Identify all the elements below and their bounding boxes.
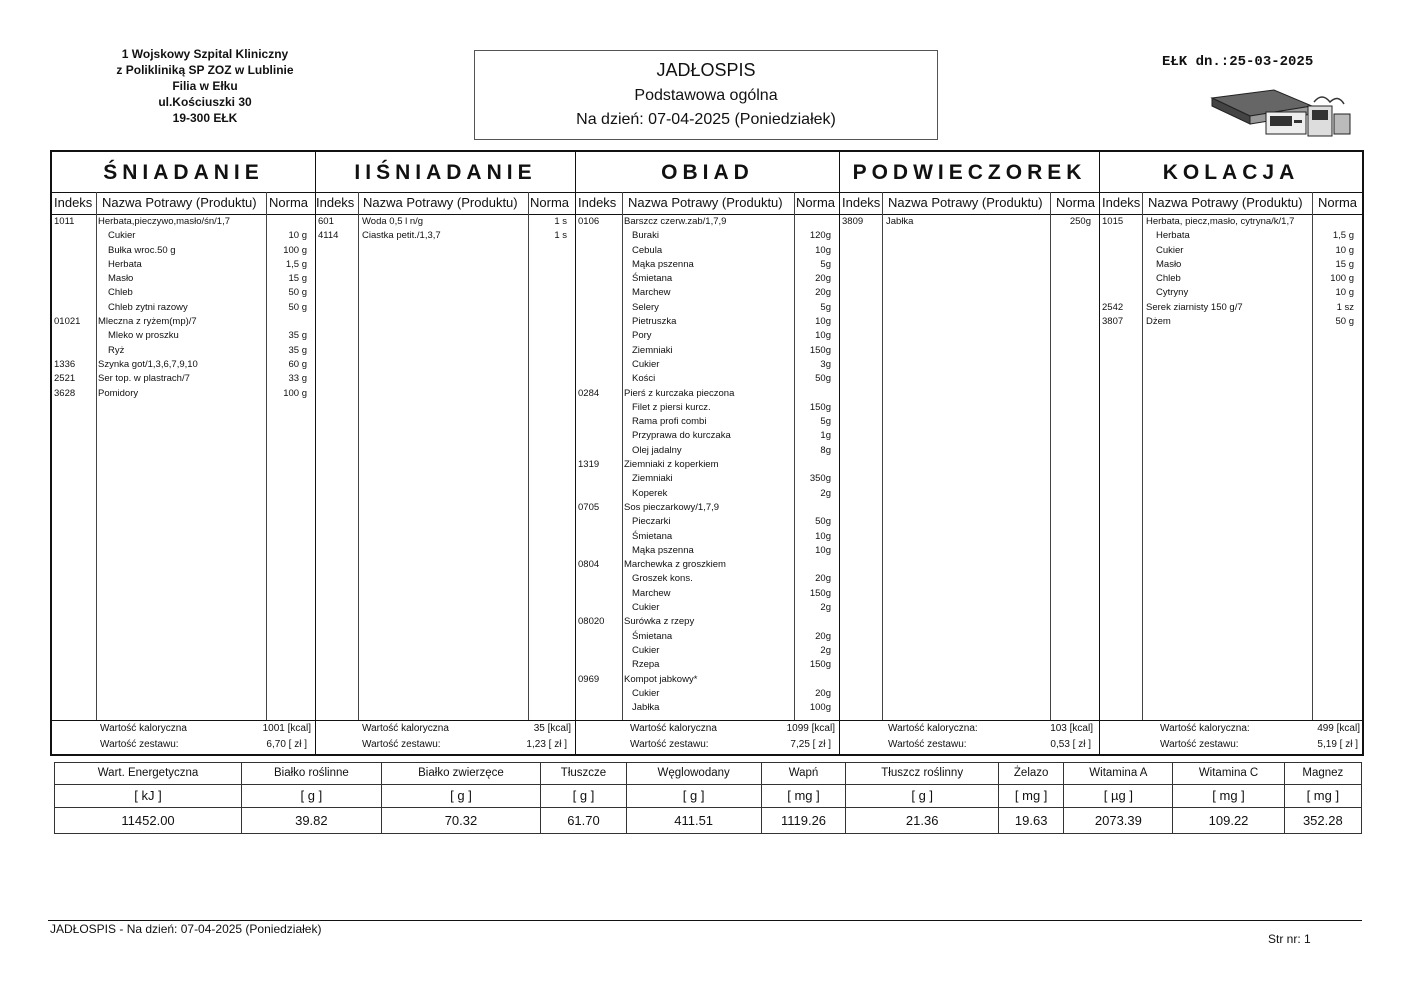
- item-name: Cukier: [632, 602, 660, 614]
- menu-item-row: [1100, 216, 1362, 230]
- item-name: Rama profi combi: [632, 416, 707, 428]
- header-index: Indeks: [1102, 195, 1141, 210]
- menu-item-row: [1100, 259, 1362, 273]
- menu-item-row: [52, 230, 315, 244]
- menu-item-row: [52, 245, 315, 259]
- item-norm: 10 g: [1335, 287, 1354, 299]
- meal-title: PODWIECZOREK: [840, 152, 1099, 193]
- menu-item-row: [576, 688, 839, 702]
- price-label: Wartość zestawu:: [1160, 739, 1239, 750]
- item-name: Marchew: [632, 287, 671, 299]
- calories-value: 1099 [kcal]: [786, 723, 835, 734]
- item-name: Surówka z rzepy: [624, 616, 695, 628]
- menu-item-row: [576, 659, 839, 673]
- item-name: Herbata: [1156, 230, 1190, 242]
- menu-item-row: [576, 588, 839, 602]
- item-name: Ziemniaki z koperkiem: [624, 459, 719, 471]
- item-name: Herbata: [108, 258, 142, 270]
- institution-line: 1 Wojskowy Szpital Kliniczny: [121, 47, 289, 61]
- menu-date: Na dzień: 07-04-2025 (Poniedziałek): [576, 111, 836, 128]
- menu-item-row: [576, 616, 839, 630]
- item-norm: 10g: [815, 330, 831, 342]
- menu-item-row: [576, 287, 839, 301]
- item-name: Ziemniaki: [632, 344, 673, 356]
- item-name: Koperek: [632, 487, 668, 499]
- menu-item-row: [52, 316, 315, 330]
- menu-item-row: [52, 273, 315, 287]
- issue-date: EŁK dn.:25-03-2025: [1162, 54, 1314, 70]
- header-norm: Norma: [1056, 195, 1096, 210]
- menu-item-row: [576, 645, 839, 659]
- institution-line: z Polikliniką SP ZOZ w Lublinie: [116, 63, 294, 77]
- meal-column-second-breakfast: [316, 152, 576, 754]
- nutrition-value: 411.51: [626, 808, 761, 834]
- price-value: 6,70 [ zł ]: [266, 739, 307, 750]
- item-name: Pierś z kurczaka pieczona: [624, 387, 735, 399]
- nutrition-header: Tłuszcze: [541, 763, 626, 785]
- nutrition-value: 21.36: [846, 808, 999, 834]
- item-name: Przyprawa do kurczaka: [632, 430, 731, 442]
- item-norm: 15 g: [1335, 258, 1354, 270]
- item-index: 2542: [1102, 301, 1124, 313]
- item-norm: 5g: [820, 258, 831, 270]
- meal-items: [52, 216, 315, 402]
- menu-item-row: [576, 545, 839, 559]
- nutrition-unit: [ mg ]: [998, 784, 1063, 808]
- meal-title: KOLACJA: [1100, 152, 1362, 193]
- item-index: 1011: [54, 216, 75, 227]
- menu-item-row: [576, 330, 839, 344]
- nutrition-unit: [ mg ]: [1173, 784, 1284, 808]
- item-name: Serek ziarnisty 150 g/7: [1146, 301, 1243, 313]
- header-norm: Norma: [1318, 195, 1358, 210]
- item-norm: 350g: [809, 473, 831, 485]
- meal-summary: [52, 720, 315, 755]
- item-name: Cukier: [1156, 244, 1184, 256]
- item-name: Chleb: [1156, 273, 1181, 285]
- menu-item-row: [576, 631, 839, 645]
- header-norm: Norma: [530, 195, 570, 210]
- item-norm: 8g: [820, 444, 831, 456]
- title-box: [474, 50, 938, 140]
- item-index: 0969: [578, 673, 600, 685]
- item-name: Śmietana: [632, 273, 673, 285]
- item-norm: 100 g: [283, 244, 307, 256]
- item-norm: 20g: [815, 287, 831, 299]
- price-label: Wartość zestawu:: [630, 739, 709, 750]
- item-name: Cukier: [632, 687, 660, 699]
- menu-item-row: [576, 573, 839, 587]
- item-norm: 1,5 g: [285, 258, 307, 270]
- menu-item-row: [576, 316, 839, 330]
- item-norm: 10g: [815, 530, 831, 542]
- item-name: Chleb: [108, 287, 133, 299]
- item-name: Groszek kons.: [632, 573, 693, 585]
- item-index: 0284: [578, 387, 600, 399]
- menu-item-row: [52, 330, 315, 344]
- item-norm: 100 g: [283, 387, 307, 399]
- item-name: Woda 0,5 l n/g: [362, 216, 424, 227]
- header-index: Indeks: [316, 195, 355, 210]
- meal-column-afternoon-snack: [840, 152, 1100, 754]
- menu-item-row: [576, 373, 839, 387]
- menu-item-row: [1100, 230, 1362, 244]
- price-label: Wartość zestawu:: [362, 739, 441, 750]
- menu-item-row: [576, 459, 839, 473]
- item-norm: 10g: [815, 316, 831, 328]
- item-norm: 2g: [820, 602, 831, 614]
- item-name: Filet z piersi kurcz.: [632, 401, 711, 413]
- item-name: Masło: [1156, 258, 1182, 270]
- item-name: Cebula: [632, 244, 663, 256]
- nutrition-value: 352.28: [1284, 808, 1361, 834]
- calories-value: 103 [kcal]: [1050, 723, 1093, 734]
- nutrition-header: Wart. Energetyczna: [55, 763, 242, 785]
- column-header-row: [576, 192, 839, 215]
- meal-column-lunch: [576, 152, 840, 754]
- item-norm: 2g: [820, 487, 831, 499]
- nutrition-header: Węglowodany: [626, 763, 761, 785]
- menu-table: [50, 150, 1364, 756]
- meal-column-supper: [1100, 152, 1362, 754]
- item-index: 3628: [54, 387, 76, 399]
- calories-label: Wartość kaloryczna:: [1160, 723, 1250, 734]
- calories-value: 35 [kcal]: [533, 723, 571, 734]
- meal-items: [840, 216, 1099, 230]
- menu-item-row: [1100, 316, 1362, 330]
- item-name: Śmietana: [632, 530, 673, 542]
- calories-value: 1001 [kcal]: [262, 723, 311, 734]
- nutrition-header: Białko roślinne: [242, 763, 382, 785]
- meal-title: IIŚNIADANIE: [316, 152, 575, 193]
- nutrition-unit: [ mg ]: [761, 784, 846, 808]
- item-name: Rzepa: [632, 659, 660, 671]
- item-norm: 120g: [809, 230, 831, 242]
- meal-summary: [576, 720, 839, 755]
- item-name: Cukier: [632, 644, 660, 656]
- menu-item-row: [52, 216, 315, 230]
- institution-line: ul.Kościuszki 30: [158, 95, 252, 109]
- menu-item-row: [52, 373, 315, 387]
- menu-item-row: [576, 230, 839, 244]
- menu-item-row: [576, 702, 839, 716]
- calories-label: Wartość kaloryczna:: [888, 723, 978, 734]
- header-name: Nazwa Potrawy (Produktu): [888, 195, 1043, 210]
- item-norm: 20g: [815, 573, 831, 585]
- nutrition-value: 1119.26: [761, 808, 846, 834]
- nutrition-unit: [ g ]: [846, 784, 999, 808]
- menu-item-row: [576, 516, 839, 530]
- nutrition-header: Witamina C: [1173, 763, 1284, 785]
- item-norm: 50g: [815, 516, 831, 528]
- item-norm: 10g: [815, 244, 831, 256]
- item-name: Cukier: [632, 358, 660, 370]
- item-index: 1336: [54, 358, 76, 370]
- calories-label: Wartość kaloryczna: [100, 723, 187, 734]
- item-index: 0705: [578, 501, 600, 513]
- footer-divider: [48, 920, 1362, 921]
- item-index: 0804: [578, 559, 600, 571]
- item-index: 3807: [1102, 316, 1124, 328]
- item-index: 0106: [578, 216, 600, 227]
- menu-item-row: [316, 216, 575, 230]
- item-name: Jabłka: [886, 216, 914, 227]
- item-norm: 250g: [1069, 216, 1091, 227]
- item-name: Pomidory: [98, 387, 139, 399]
- nutrition-value: 109.22: [1173, 808, 1284, 834]
- header-norm: Norma: [796, 195, 836, 210]
- item-name: Jabłka: [632, 702, 660, 714]
- price-value: 7,25 [ zł ]: [790, 739, 831, 750]
- item-norm: 2g: [820, 644, 831, 656]
- item-norm: 5g: [820, 301, 831, 313]
- nutrition-value: 11452.00: [55, 808, 242, 834]
- item-name: Herbata,pieczywo,masło/śn/1,7: [98, 216, 231, 227]
- item-index: 601: [318, 216, 334, 227]
- item-index: 4114: [318, 230, 339, 242]
- meal-summary: [316, 720, 575, 755]
- menu-item-row: [576, 402, 839, 416]
- item-name: Pieczarki: [632, 516, 671, 528]
- nutrition-header: Witamina A: [1064, 763, 1173, 785]
- menu-item-row: [576, 416, 839, 430]
- institution-block: [60, 46, 350, 126]
- item-name: Sos pieczarkowy/1,7,9: [624, 501, 720, 513]
- item-name: Dżem: [1146, 316, 1171, 328]
- meal-summary: [1100, 720, 1362, 755]
- nutrition-value-row: [55, 808, 1362, 834]
- item-norm: 1,5 g: [1332, 230, 1354, 242]
- item-name: Mleczna z ryżem(mp)/7: [98, 316, 197, 328]
- price-value: 1,23 [ zł ]: [526, 739, 567, 750]
- item-name: Marchewka z groszkiem: [624, 559, 726, 571]
- nutrition-unit: [ g ]: [541, 784, 626, 808]
- menu-item-row: [1100, 273, 1362, 287]
- item-name: Ryż: [108, 344, 125, 356]
- item-index: 08020: [578, 616, 605, 628]
- nutrition-header: Magnez: [1284, 763, 1361, 785]
- item-name: Marchew: [632, 587, 671, 599]
- menu-item-row: [840, 216, 1099, 230]
- item-norm: 35 g: [288, 330, 307, 342]
- footer-title: JADŁOSPIS - Na dzień: 07-04-2025 (Poniedziałek): [50, 922, 322, 936]
- menu-item-row: [52, 287, 315, 301]
- item-norm: 5g: [820, 416, 831, 428]
- item-name: Pory: [632, 330, 652, 342]
- item-norm: 100g: [809, 702, 831, 714]
- nutrition-table: [54, 762, 1362, 834]
- item-name: Ser top. w plastrach/7: [98, 373, 190, 385]
- menu-item-row: [316, 230, 575, 244]
- item-name: Szynka got/1,3,6,7,9,10: [98, 358, 198, 370]
- institution-line: Filia w Ełku: [172, 79, 238, 93]
- header-norm: Norma: [269, 195, 309, 210]
- page-title: JADŁOSPIS: [656, 60, 756, 80]
- price-value: 0,53 [ zł ]: [1050, 739, 1091, 750]
- menu-item-row: [1100, 302, 1362, 316]
- menu-item-row: [576, 559, 839, 573]
- item-index: 1319: [578, 459, 600, 471]
- item-index: 1015: [1102, 216, 1124, 227]
- item-name: Mąka pszenna: [632, 544, 694, 556]
- column-header-row: [52, 192, 315, 215]
- nutrition-value: 2073.39: [1064, 808, 1173, 834]
- item-name: Bułka wroc.50 g: [108, 244, 176, 256]
- item-name: Selery: [632, 301, 659, 313]
- menu-item-row: [52, 302, 315, 316]
- meal-column-breakfast: [52, 152, 316, 754]
- menu-item-row: [576, 259, 839, 273]
- book-computer-logo-icon: [1204, 84, 1354, 140]
- item-name: Ziemniaki: [632, 473, 673, 485]
- meal-items: [576, 216, 839, 716]
- header-name: Nazwa Potrawy (Produktu): [363, 195, 518, 210]
- item-name: Olej jadalny: [632, 444, 682, 456]
- header-index: Indeks: [54, 195, 93, 210]
- menu-item-row: [52, 345, 315, 359]
- item-index: 2521: [54, 373, 76, 385]
- header-index: Indeks: [578, 195, 617, 210]
- item-name: Masło: [108, 273, 134, 285]
- item-norm: 150g: [809, 659, 831, 671]
- calories-label: Wartość kaloryczna: [362, 723, 449, 734]
- item-index: 01021: [54, 316, 81, 328]
- nutrition-unit: [ g ]: [626, 784, 761, 808]
- menu-item-row: [576, 388, 839, 402]
- column-header-row: [1100, 192, 1362, 215]
- item-name: Kości: [632, 373, 656, 385]
- menu-item-row: [576, 216, 839, 230]
- meal-items: [1100, 216, 1362, 330]
- item-norm: 10 g: [288, 230, 307, 242]
- menu-item-row: [576, 473, 839, 487]
- menu-item-row: [576, 531, 839, 545]
- page-number: Str nr: 1: [1268, 932, 1311, 946]
- item-norm: 10 g: [1335, 244, 1354, 256]
- item-name: Ciastka petit./1,3,7: [362, 230, 441, 242]
- item-norm: 15 g: [288, 273, 307, 285]
- meal-summary: [840, 720, 1099, 755]
- item-name: Buraki: [632, 230, 659, 242]
- header-name: Nazwa Potrawy (Produktu): [102, 195, 257, 210]
- menu-item-row: [576, 502, 839, 516]
- nutrition-header-row: [55, 763, 1362, 785]
- menu-item-row: [1100, 245, 1362, 259]
- nutrition-value: 70.32: [381, 808, 541, 834]
- item-norm: 150g: [809, 587, 831, 599]
- nutrition-unit: [ g ]: [242, 784, 382, 808]
- menu-item-row: [576, 445, 839, 459]
- nutrition-value: 19.63: [998, 808, 1063, 834]
- header-name: Nazwa Potrawy (Produktu): [628, 195, 783, 210]
- menu-item-row: [576, 359, 839, 373]
- item-norm: 33 g: [288, 373, 307, 385]
- item-norm: 1 sz: [1336, 301, 1354, 313]
- menu-item-row: [576, 602, 839, 616]
- item-name: Mleko w proszku: [108, 330, 179, 342]
- nutrition-unit: [ mg ]: [1284, 784, 1361, 808]
- item-norm: 35 g: [288, 344, 307, 356]
- menu-item-row: [52, 359, 315, 373]
- column-header-row: [316, 192, 575, 215]
- item-norm: 1g: [820, 430, 831, 442]
- nutrition-header: Wapń: [761, 763, 846, 785]
- item-norm: 20g: [815, 630, 831, 642]
- menu-item-row: [576, 302, 839, 316]
- price-value: 5,19 [ zł ]: [1317, 739, 1358, 750]
- nutrition-unit: [ g ]: [381, 784, 541, 808]
- item-norm: 1 s: [554, 216, 567, 227]
- calories-label: Wartość kaloryczna: [630, 723, 717, 734]
- item-norm: 150g: [809, 344, 831, 356]
- item-norm: 60 g: [288, 358, 307, 370]
- item-norm: 50 g: [288, 287, 307, 299]
- diet-name: Podstawowa ogólna: [634, 87, 778, 104]
- header-name: Nazwa Potrawy (Produktu): [1148, 195, 1303, 210]
- menu-item-row: [1100, 287, 1362, 301]
- menu-item-row: [576, 245, 839, 259]
- item-index: 3809: [842, 216, 864, 227]
- item-name: Cytryny: [1156, 287, 1189, 299]
- item-name: Barszcz czerw.zab/1,7,9: [624, 216, 727, 227]
- nutrition-unit: [ µg ]: [1064, 784, 1173, 808]
- header-index: Indeks: [842, 195, 881, 210]
- item-name: Śmietana: [632, 630, 673, 642]
- item-norm: 1 s: [554, 230, 567, 242]
- nutrition-header: Żelazo: [998, 763, 1063, 785]
- nutrition-value: 61.70: [541, 808, 626, 834]
- item-norm: 20g: [815, 687, 831, 699]
- item-norm: 100 g: [1330, 273, 1354, 285]
- nutrition-unit-row: [55, 784, 1362, 808]
- menu-item-row: [576, 273, 839, 287]
- menu-item-row: [52, 259, 315, 273]
- column-header-row: [840, 192, 1099, 215]
- item-norm: 50 g: [1335, 316, 1354, 328]
- meal-title: ŚNIADANIE: [52, 152, 315, 193]
- item-name: Cukier: [108, 230, 136, 242]
- nutrition-header: Tłuszcz roślinny: [846, 763, 999, 785]
- nutrition-header: Białko zwierzęce: [381, 763, 541, 785]
- menu-item-row: [52, 388, 315, 402]
- meal-items: [316, 216, 575, 245]
- price-label: Wartość zestawu:: [888, 739, 967, 750]
- nutrition-unit: [ kJ ]: [55, 784, 242, 808]
- price-label: Wartość zestawu:: [100, 739, 179, 750]
- item-norm: 20g: [815, 273, 831, 285]
- item-norm: 50 g: [288, 301, 307, 313]
- item-norm: 50g: [815, 373, 831, 385]
- menu-item-row: [576, 430, 839, 444]
- item-name: Herbata, piecz,masło, cytryna/k/1,7: [1146, 216, 1295, 227]
- item-name: Mąka pszenna: [632, 258, 694, 270]
- menu-item-row: [576, 674, 839, 688]
- item-name: Kompot jabkowy*: [624, 673, 698, 685]
- meal-title: OBIAD: [576, 152, 839, 193]
- item-norm: 10g: [815, 544, 831, 556]
- calories-value: 499 [kcal]: [1317, 723, 1360, 734]
- item-norm: 150g: [809, 401, 831, 413]
- item-norm: 3g: [820, 358, 831, 370]
- menu-item-row: [576, 488, 839, 502]
- item-name: Chleb zytni razowy: [108, 301, 188, 313]
- menu-item-row: [576, 345, 839, 359]
- nutrition-value: 39.82: [242, 808, 382, 834]
- institution-line: 19-300 EŁK: [172, 111, 238, 125]
- item-name: Pietruszka: [632, 316, 677, 328]
